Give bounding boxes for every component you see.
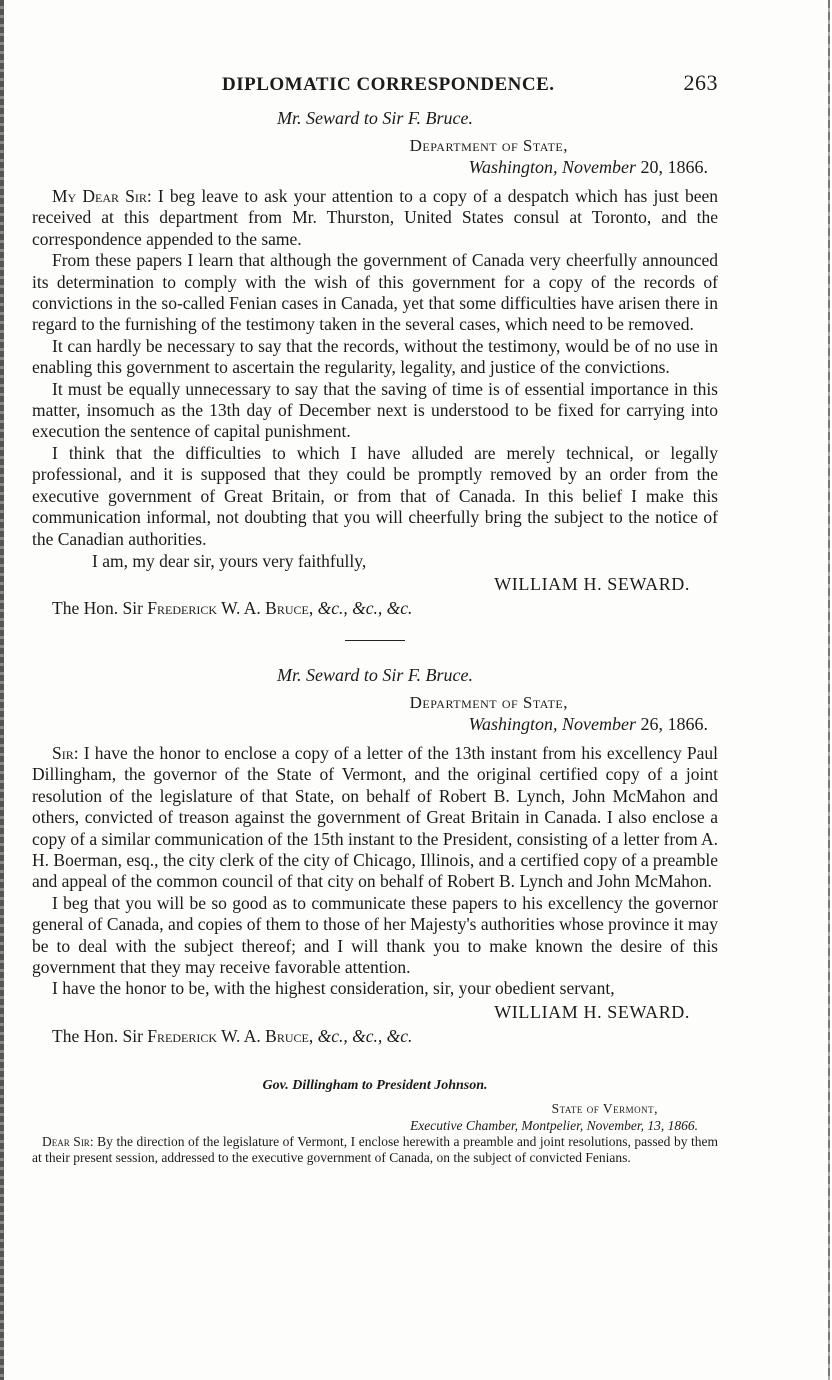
letter-3-paragraph-1 xyxy=(32,1134,718,1167)
letter-1-signature: WILLIAM H. SEWARD. xyxy=(494,573,690,594)
letter-1-department: Department of State, xyxy=(409,136,568,155)
letter-1-date: 20, 1866. xyxy=(636,157,708,177)
letter-2-signature: WILLIAM H. SEWARD. xyxy=(494,1001,690,1022)
letter-2-paragraph-3: I have the honor to be, with the highest consideration, sir, your obedient servant, xyxy=(52,978,615,999)
letter-1-closing: I am, my dear sir, yours very faithfully, xyxy=(92,550,367,571)
letter-3-place: Executive Chamber, Montpelier, November, 13, 1866. xyxy=(410,1117,698,1133)
section-divider xyxy=(345,640,405,641)
letter-3 xyxy=(32,1078,718,1167)
letter-2-addressee-prefix: The Hon. Sir xyxy=(52,1025,148,1046)
letter-1-addressee-prefix: The Hon. Sir xyxy=(52,597,148,618)
letter-2-paragraph-2: I beg that you will be so good as to communicate these papers to his excellency the governor general of Canada, and copies of them to those of her Majesty's authorities whose province it may be to deal with the subject thereof; and I will thank you to make known the desire of this government that they may receive favorable attention. xyxy=(32,892,718,977)
letter-2-addressee-name: Frederick W. A. Bruce, xyxy=(147,1025,314,1046)
letter-2-title: Mr. Seward to Sir F. Bruce. xyxy=(277,664,473,685)
letter-1-addressee-name: Frederick W. A. Bruce, xyxy=(147,597,314,618)
letter-1-p1-text: : I beg leave to ask your attention to a copy of a despatch which has just been received at this department from Mr. Thurston, United States consul at Toronto, and the correspondence appended to the same. xyxy=(32,186,718,249)
letter-1-salutation: My Dear Sir xyxy=(52,186,147,206)
letter-2-p1-text: : I have the honor to enclose a copy of a letter of the 13th instant from his excellency Paul Dillingham, the governor of the State of Vermont, and the original certified copy of a joint resolution of the legislature of that State, on behalf of Robert B. Lynch, John McMahon and others, convicted of treason against the government of Great Britain in Canada. I also enclose a copy of a similar communication of the 15th instant to the President, consisting of a letter from A. H. Boerman, esq., the city clerk of the city of Chicago, Illinois, and a certified copy of a preamble and appeal of the common council of that city on behalf of Robert B. Lynch and John McMahon. xyxy=(32,742,718,892)
letter-2-date: 26, 1866. xyxy=(636,713,708,734)
letter-2-addressee-etc: &c., &c., &c. xyxy=(313,1025,413,1046)
letter-3-dateline xyxy=(32,1117,718,1134)
letter-3-department: State of Vermont, xyxy=(551,1100,658,1116)
letter-1-dateline xyxy=(32,156,718,178)
letter-1-paragraph-2: From these papers I learn that although the government of Canada very cheerfully announced its determination to comply with the wish of this government for a copy of the records of convictions in the so-called Fenian cases in Canada, yet that some difficulties have arisen there in regard to the furnishing of the testimony taken in the several cases, which need to be removed. xyxy=(32,250,718,335)
letter-1-addressee-etc: &c., &c., &c. xyxy=(313,597,413,618)
letter-3-title: Gov. Dillingham to President Johnson. xyxy=(262,1077,488,1093)
scan-left-edge xyxy=(0,0,4,1380)
letter-1-addressee xyxy=(32,596,718,620)
letter-2-place: Washington, November xyxy=(468,713,636,734)
letter-2 xyxy=(32,665,718,1048)
running-head xyxy=(222,70,718,96)
running-head-title: DIPLOMATIC CORRESPONDENCE. xyxy=(222,74,555,95)
page-content xyxy=(32,70,718,1167)
page-number: 263 xyxy=(683,70,718,95)
letter-2-department: Department of State, xyxy=(409,692,568,712)
letter-1-paragraph-4: It must be equally unnecessary to say that the saving of time is of essential importance in this matter, insomuch as the 13th day of December next is understood to be fixed for carrying into execution the sentence of capital punishment. xyxy=(32,378,718,442)
letter-1-paragraph-5: I think that the difficulties to which I have alluded are merely technical, or legally professional, and it is supposed that they could be promptly removed by an order from the executive government of Great Britain, or from that of Canada. In this belief I make this communication informal, not doubting that you will cheerfully bring the subject to the notice of the Canadian authorities. xyxy=(32,442,718,549)
letter-2-dateline xyxy=(32,713,718,735)
letter-1-paragraph-3: It can hardly be necessary to say that the records, without the testimony, would be of no use in enabling this government to ascertain the regularity, legality, and justice of the convictions. xyxy=(32,335,718,378)
letter-2-addressee xyxy=(32,1024,718,1048)
letter-1 xyxy=(32,108,718,620)
letter-3-p1-text: : By the direction of the legislature of Vermont, I enclose herewith a preamble and joint resolutions, passed by them at their present session, addressed to the executive government of Canada, on the subject of convicted Fenians. xyxy=(32,1133,718,1166)
letter-3-salutation: Dear Sir xyxy=(42,1133,90,1149)
letter-2-salutation: Sir xyxy=(52,742,74,763)
letter-1-title: Mr. Seward to Sir F. Bruce. xyxy=(277,108,473,128)
scan-right-edge xyxy=(828,0,830,1380)
letter-2-paragraph-1 xyxy=(32,743,718,893)
letter-1-place: Washington, November xyxy=(468,157,636,177)
letter-1-paragraph-1 xyxy=(32,186,718,250)
